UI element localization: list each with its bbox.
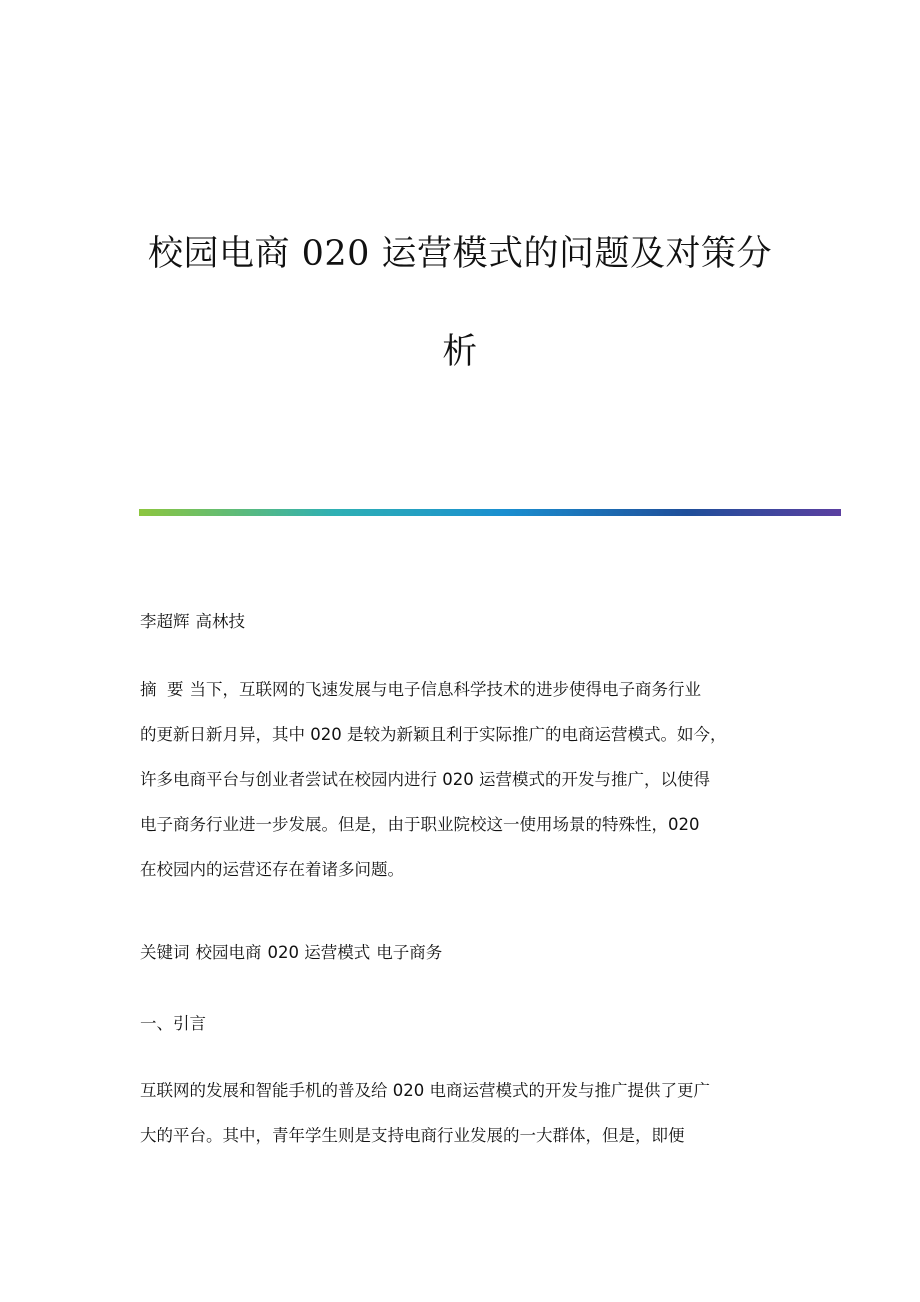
title-accent-rule — [139, 509, 841, 516]
abstract-line: 许多电商平台与创业者尝试在校园内进行 020 运营模式的开发与推广，以使得 — [140, 770, 710, 789]
paragraph-line: 互联网的发展和智能手机的普及给 020 电商运营模式的开发与推广提供了更广 — [140, 1081, 710, 1100]
section-heading: 一、引言 — [140, 1014, 206, 1033]
document-title-line-1: 校园电商 020 运营模式的问题及对策分 — [147, 234, 773, 274]
keywords-line — [140, 942, 780, 964]
abstract-line: 电子商务行业进一步发展。但是，由于职业院校这一使用场景的特殊性，020 — [140, 815, 700, 834]
abstract-label: 摘 要 — [140, 680, 184, 699]
abstract-line: 在校园内的运营还存在着诸多问题。 — [140, 860, 404, 879]
author-name: 李超辉 — [140, 612, 190, 631]
document-title-line-2: 析 — [442, 332, 478, 372]
abstract-line — [140, 679, 780, 724]
keyword: 电子商务 — [376, 943, 443, 962]
paragraph-line: 大的平台。其中，青年学生则是支持电商行业发展的一大群体，但是，即便 — [140, 1126, 685, 1145]
author-name: 高林技 — [195, 612, 245, 631]
abstract — [140, 679, 780, 904]
author-line — [140, 611, 780, 633]
keywords-label: 关键词 — [140, 943, 190, 962]
abstract-text: 当下，互联网的飞速发展与电子信息科学技术的进步使得电子商务行业 — [189, 680, 701, 699]
keyword: 校园电商 — [195, 943, 262, 962]
keyword: 020 运营模式 — [267, 943, 371, 962]
abstract-line: 的更新日新月异，其中 020 是较为新颖且利于实际推广的电商运营模式。如今， — [140, 725, 727, 744]
body-paragraph — [140, 1080, 780, 1170]
